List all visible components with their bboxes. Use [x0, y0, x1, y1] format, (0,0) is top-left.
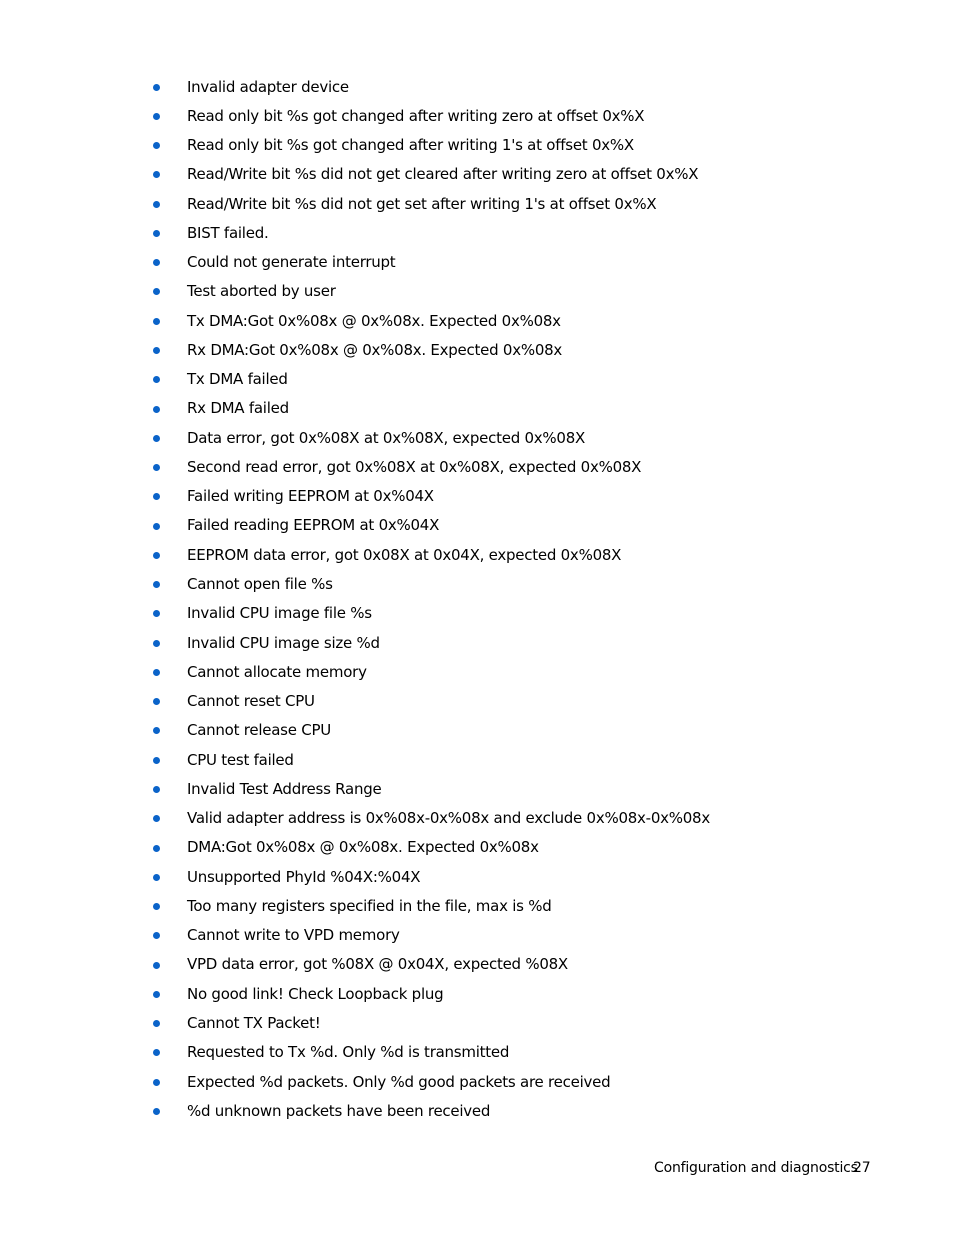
list-item — [0, 980, 954, 1009]
footer-section-title: Configuration and diagnostics — [654, 1160, 858, 1176]
bullet-dot-icon — [153, 845, 160, 852]
list-item-text: Rx DMA:Got 0x%08x @ 0x%08x. Expected 0x%08x — [187, 340, 563, 359]
list-item — [0, 1038, 954, 1067]
list-item-text: Failed reading EEPROM at 0x%04X — [187, 516, 440, 535]
list-item — [0, 453, 954, 482]
bullet-dot-icon — [153, 376, 160, 383]
error-message-list — [0, 73, 954, 1127]
list-item-text: %d unknown packets have been received — [187, 1101, 491, 1120]
list-item — [0, 482, 954, 511]
list-item — [0, 102, 954, 131]
list-item — [0, 1097, 954, 1126]
list-item — [0, 658, 954, 687]
list-item — [0, 131, 954, 160]
bullet-dot-icon — [153, 698, 160, 705]
list-item — [0, 190, 954, 219]
list-item — [0, 716, 954, 745]
list-item — [0, 746, 954, 775]
list-item — [0, 394, 954, 423]
list-item — [0, 950, 954, 979]
bullet-dot-icon — [153, 786, 160, 793]
bullet-dot-icon — [153, 1108, 160, 1115]
list-item-text: Cannot reset CPU — [187, 692, 315, 711]
list-item-text: Invalid adapter device — [187, 77, 349, 96]
list-item — [0, 892, 954, 921]
list-item — [0, 336, 954, 365]
list-item-text: Rx DMA failed — [187, 399, 289, 418]
bullet-dot-icon — [153, 523, 160, 530]
list-item-text: Could not generate interrupt — [187, 253, 396, 272]
list-item — [0, 511, 954, 540]
list-item-text: Tx DMA:Got 0x%08x @ 0x%08x. Expected 0x%08x — [187, 311, 561, 330]
list-item-text: Tx DMA failed — [187, 370, 288, 389]
list-item-text: VPD data error, got %08X @ 0x04X, expected %08X — [187, 955, 568, 974]
bullet-dot-icon — [153, 581, 160, 588]
list-item-text: Too many registers specified in the file, max is %d — [187, 896, 552, 915]
list-item — [0, 629, 954, 658]
list-item-text: Invalid Test Address Range — [187, 779, 382, 798]
list-item — [0, 277, 954, 306]
list-item-text: Requested to Tx %d. Only %d is transmitted — [187, 1043, 510, 1062]
list-item — [0, 219, 954, 248]
bullet-dot-icon — [153, 757, 160, 764]
bullet-dot-icon — [153, 464, 160, 471]
list-item-text: Read/Write bit %s did not get cleared after writing zero at offset 0x%X — [187, 165, 699, 184]
list-item-text: DMA:Got 0x%08x @ 0x%08x. Expected 0x%08x — [187, 838, 539, 857]
list-item-text: Unsupported PhyId %04X:%04X — [187, 867, 421, 886]
list-item-text: Second read error, got 0x%08X at 0x%08X, expected 0x%08X — [187, 457, 642, 476]
list-item — [0, 1009, 954, 1038]
bullet-dot-icon — [153, 815, 160, 822]
bullet-dot-icon — [153, 259, 160, 266]
list-item — [0, 687, 954, 716]
bullet-dot-icon — [153, 552, 160, 559]
bullet-dot-icon — [153, 406, 160, 413]
bullet-dot-icon — [153, 113, 160, 120]
bullet-dot-icon — [153, 962, 160, 969]
list-item-text: Cannot release CPU — [187, 721, 331, 740]
bullet-dot-icon — [153, 727, 160, 734]
bullet-dot-icon — [153, 932, 160, 939]
list-item-text: Read only bit %s got changed after writing zero at offset 0x%X — [187, 106, 645, 125]
list-item — [0, 833, 954, 862]
bullet-dot-icon — [153, 201, 160, 208]
bullet-dot-icon — [153, 669, 160, 676]
bullet-dot-icon — [153, 230, 160, 237]
page-footer — [0, 1157, 954, 1179]
list-item-text: Valid adapter address is 0x%08x-0x%08x and exclude 0x%08x-0x%08x — [187, 809, 710, 828]
list-item-text: Test aborted by user — [187, 282, 336, 301]
bullet-dot-icon — [153, 84, 160, 91]
list-item — [0, 1068, 954, 1097]
list-item — [0, 921, 954, 950]
bullet-dot-icon — [153, 1049, 160, 1056]
list-item — [0, 73, 954, 102]
list-item — [0, 775, 954, 804]
list-item — [0, 599, 954, 628]
list-item — [0, 424, 954, 453]
list-item-text: Invalid CPU image file %s — [187, 604, 372, 623]
list-item — [0, 248, 954, 277]
list-item-text: No good link! Check Loopback plug — [187, 984, 444, 1003]
bullet-dot-icon — [153, 903, 160, 910]
bullet-dot-icon — [153, 347, 160, 354]
list-item-text: EEPROM data error, got 0x08X at 0x04X, expected 0x%08X — [187, 545, 622, 564]
list-item — [0, 307, 954, 336]
list-item — [0, 541, 954, 570]
bullet-dot-icon — [153, 610, 160, 617]
list-item-text: Cannot allocate memory — [187, 662, 367, 681]
list-item-text: Expected %d packets. Only %d good packets are received — [187, 1072, 611, 1091]
bullet-dot-icon — [153, 318, 160, 325]
bullet-dot-icon — [153, 288, 160, 295]
list-item-text: Cannot write to VPD memory — [187, 926, 400, 945]
bullet-dot-icon — [153, 435, 160, 442]
list-item — [0, 804, 954, 833]
list-item-text: Cannot TX Packet! — [187, 1014, 321, 1032]
bullet-dot-icon — [153, 142, 160, 149]
list-item — [0, 570, 954, 599]
list-item-text: Cannot open file %s — [187, 575, 333, 594]
bullet-dot-icon — [153, 171, 160, 178]
list-item — [0, 863, 954, 892]
bullet-dot-icon — [153, 640, 160, 647]
bullet-dot-icon — [153, 1079, 160, 1086]
list-item — [0, 365, 954, 394]
list-item-text: Invalid CPU image size %d — [187, 633, 380, 652]
list-item-text: CPU test failed — [187, 750, 294, 769]
list-item-text: Read/Write bit %s did not get set after writing 1's at offset 0x%X — [187, 194, 657, 213]
bullet-dot-icon — [153, 493, 160, 500]
list-item-text: Data error, got 0x%08X at 0x%08X, expected 0x%08X — [187, 428, 586, 447]
list-item — [0, 160, 954, 189]
bullet-dot-icon — [153, 991, 160, 998]
list-item-text: Read only bit %s got changed after writing 1's at offset 0x%X — [187, 136, 634, 155]
bullet-dot-icon — [153, 1020, 160, 1027]
page-number: 27 — [853, 1160, 871, 1176]
list-item-text: Failed writing EEPROM at 0x%04X — [187, 487, 434, 506]
list-item-text: BIST failed. — [187, 223, 269, 242]
bullet-dot-icon — [153, 874, 160, 881]
